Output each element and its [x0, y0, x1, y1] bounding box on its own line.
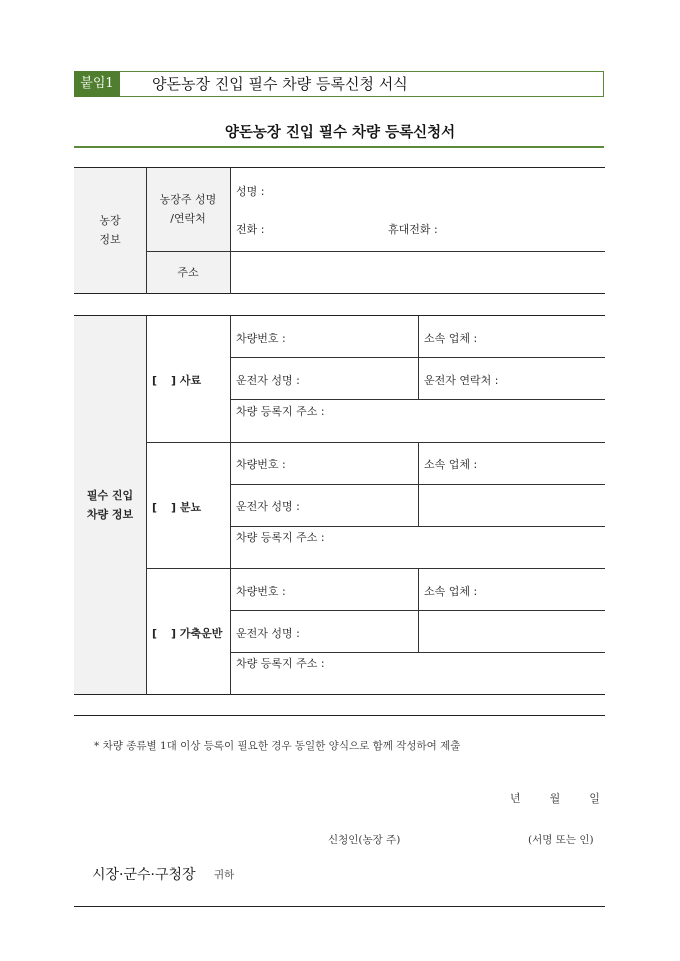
- g2-col-line: [418, 443, 419, 526]
- g1-row-line-2: [230, 399, 605, 400]
- address-label: 주소: [177, 266, 199, 279]
- livestock-company-field[interactable]: 소속 업체 :: [424, 585, 478, 598]
- farm-info-label: 농장 정보: [99, 214, 121, 246]
- applicant-label: 신청인(농장 주): [328, 834, 401, 846]
- feed-driver-name-field[interactable]: 운전자 성명 :: [236, 374, 300, 387]
- livestock-reg-address-field[interactable]: 차량 등록지 주소 :: [236, 657, 325, 670]
- vehicle-table-top-border: [74, 315, 605, 316]
- date-year: 년: [510, 792, 521, 805]
- livestock-driver-name-field[interactable]: 운전자 성명 :: [236, 627, 300, 640]
- footer-bottom-border: [74, 906, 605, 907]
- feed-reg-address-field[interactable]: 차량 등록지 주소 :: [236, 405, 325, 418]
- checkbox-manure[interactable]: [ ] 분뇨: [152, 501, 202, 514]
- footer-top-border: [74, 715, 605, 716]
- group-separator-2: [146, 568, 605, 569]
- vehicle-table-vline-2: [230, 316, 231, 695]
- checkbox-manure-label: 분뇨: [179, 501, 202, 514]
- farm-table-bottom-border: [74, 293, 605, 294]
- checkbox-feed-label: 사료: [179, 374, 202, 387]
- g2-row-line-2: [230, 526, 605, 527]
- date-day: 일: [589, 792, 600, 805]
- owner-mobile-field[interactable]: 휴대전화 :: [388, 223, 438, 236]
- manure-company-field[interactable]: 소속 업체 :: [424, 458, 478, 471]
- g3-row-line-2: [230, 652, 605, 653]
- checkbox-livestock-label: 가축운반: [179, 627, 223, 640]
- farm-table-vline-2: [230, 168, 231, 294]
- feed-driver-contact-field[interactable]: 운전자 연락처 :: [424, 374, 499, 387]
- group-separator-1: [146, 442, 605, 443]
- addressee-suffix: 귀하: [214, 869, 235, 881]
- submission-note: * 차량 종류별 1대 이상 등록이 필요한 경우 동일한 양식으로 함께 작성하여 제출: [94, 740, 461, 752]
- owner-contact-label: 농장주 성명 /연락처: [159, 193, 217, 225]
- checkbox-feed[interactable]: [ ] 사료: [152, 374, 202, 387]
- checkbox-livestock[interactable]: [ ] 가축운반: [152, 627, 223, 640]
- date-month: 월: [549, 792, 561, 805]
- farm-table-top-border: [74, 167, 605, 168]
- addressee: 시장·군수·구청장: [92, 867, 196, 883]
- attachment-badge: 붙임1: [74, 71, 120, 97]
- g1-col-line: [418, 316, 419, 399]
- owner-name-field[interactable]: 성명 :: [236, 185, 265, 198]
- manure-reg-address-field[interactable]: 차량 등록지 주소 :: [236, 531, 325, 544]
- farm-table-divider: [146, 251, 605, 252]
- signature-field[interactable]: (서명 또는 인): [528, 834, 594, 846]
- feed-vehicle-no-field[interactable]: 차량번호 :: [236, 332, 286, 345]
- vehicle-info-label: 필수 진입 차량 정보: [86, 489, 134, 521]
- manure-driver-name-field[interactable]: 운전자 성명 :: [236, 500, 300, 513]
- banner-title: 양돈농장 진입 필수 차량 등록신청 서식: [152, 75, 408, 93]
- document-title: 양돈농장 진입 필수 차량 등록신청서: [224, 125, 456, 141]
- title-rule: [74, 146, 604, 148]
- vehicle-table-vline-1: [146, 316, 147, 695]
- date-line: [510, 790, 600, 806]
- manure-vehicle-no-field[interactable]: 차량번호 :: [236, 458, 286, 471]
- vehicle-table-bottom-border: [74, 694, 605, 695]
- owner-phone-field[interactable]: 전화 :: [236, 223, 265, 236]
- livestock-vehicle-no-field[interactable]: 차량번호 :: [236, 585, 286, 598]
- feed-company-field[interactable]: 소속 업체 :: [424, 332, 478, 345]
- g3-col-line: [418, 569, 419, 652]
